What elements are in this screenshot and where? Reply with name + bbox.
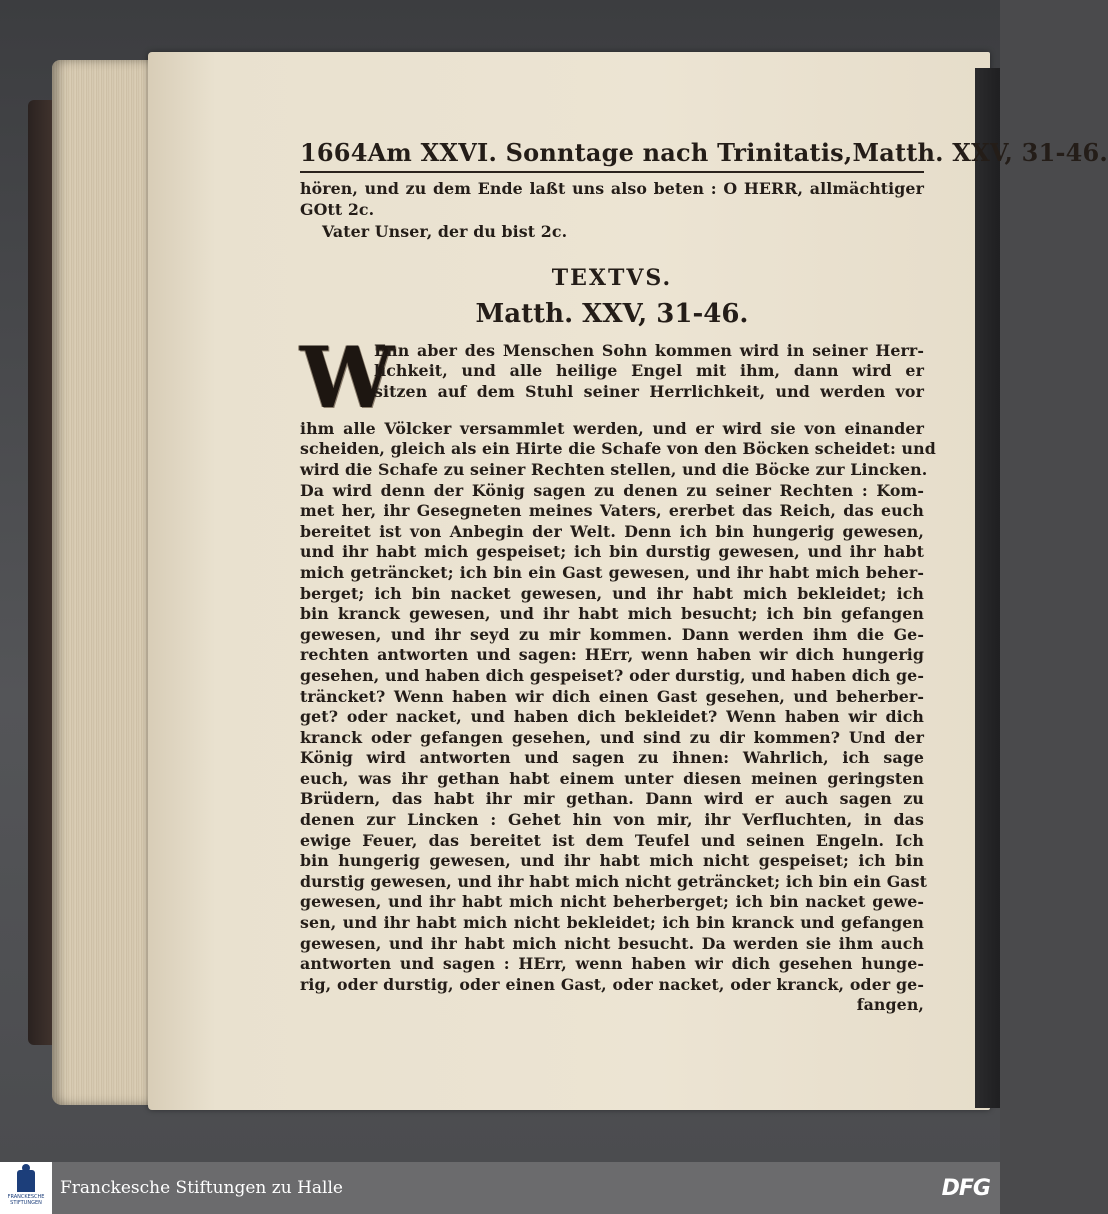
emblem-icon <box>17 1170 35 1192</box>
text-line: sen, und ihr habt mich nicht bekleidet; ich bin kranck und gefangen <box>300 913 924 933</box>
text-line: und ihr habt mich gespeiset; ich bin durstig gewesen, und ihr habt <box>300 542 924 562</box>
catchword: fangen, <box>856 995 924 1015</box>
page-content <box>300 138 1108 1016</box>
prelude-line: hören, und zu dem Ende laßt uns also beten : O HERR, allmächtiger <box>300 179 924 198</box>
body-lines <box>300 418 936 996</box>
page-number: 1664 <box>300 138 368 167</box>
prelude <box>300 179 924 220</box>
textus-reference: Matth. XXV, 31-46. <box>475 298 749 329</box>
text-line: bin hungerig gewesen, und ihr habt mich nicht gespeiset; ich bin <box>300 851 924 871</box>
prelude-line: GOtt 2c. <box>300 199 375 219</box>
dfg-logo[interactable]: DFG <box>941 1175 990 1201</box>
text-line: ewige Feuer, das bereitet ist dem Teufel und seinen Engeln. Ich <box>300 830 924 850</box>
text-line: get? oder nacket, und haben dich bekleidet? Wenn haben wir dich <box>300 707 924 727</box>
running-title: Am XXVI. Sonntage nach Trinitatis, <box>367 138 853 167</box>
text-line: kranck oder gefangen gesehen, und sind zu dir kommen? Und der <box>300 727 924 747</box>
text-line: bereitet ist von Anbegin der Welt. Denn ich bin hungerig gewesen, <box>300 521 924 541</box>
textus-title: TEXTVS. <box>551 264 673 291</box>
text-line: Enn aber des Menschen Sohn kommen wird in seiner Herr- <box>374 340 924 360</box>
text-line: gewesen, und ihr seyd zu mir kommen. Dann werden ihm die Ge- <box>300 624 924 644</box>
text-line: gesehen, und haben dich gespeiset? oder durstig, und haben dich ge- <box>300 665 924 685</box>
franckesche-logo[interactable] <box>0 1162 52 1214</box>
institution-name: Franckesche Stiftungen zu Halle <box>60 1178 343 1198</box>
running-reference: Matth. XXV, 31-46. <box>852 138 1108 167</box>
text-line: denen zur Lincken : Gehet hin von mir, ihr Verfluchten, in das <box>300 810 924 830</box>
text-line: scheiden, gleich als ein Hirte die Schafe von den Böcken scheidet: und <box>300 439 936 459</box>
text-line: durstig gewesen, und ihr habt mich nicht geträncket; ich bin ein Gast <box>300 871 928 891</box>
text-line: Da wird denn der König sagen zu denen zu seiner Rechten : Kom- <box>300 480 924 500</box>
scripture-text <box>300 327 936 1016</box>
text-line: gewesen, und ihr habt mich nicht besucht. Da werden sie ihm auch <box>300 933 924 953</box>
text-line: sitzen auf dem Stuhl seiner Herrlichkeit, und werden vor <box>374 381 924 401</box>
text-line: euch, was ihr gethan habt einem unter diesen meinen geringsten <box>300 768 924 788</box>
viewer-footer <box>0 1162 1000 1214</box>
logo-text: FRANCKESCHE STIFTUNGEN <box>7 1194 45 1206</box>
text-line: wird die Schafe zu seiner Rechten stellen, und die Böcke zur Lincken. <box>300 459 928 479</box>
text-line: berget; ich bin nacket gewesen, und ihr habt mich bekleidet; ich <box>300 583 924 603</box>
text-line: rig, oder durstig, oder einen Gast, oder nacket, oder kranck, oder ge- <box>300 974 924 994</box>
running-head <box>300 138 1108 173</box>
text-line: König wird antworten und sagen zu ihnen: Wahrlich, ich sage <box>300 748 924 768</box>
text-line: rechten antworten und sagen: HErr, wenn haben wir dich hungerig <box>300 645 924 665</box>
drop-cap-lines <box>300 341 924 403</box>
text-line: mich geträncket; ich bin ein Gast gewesen, und ihr habt mich beher- <box>300 562 924 582</box>
text-line: lichkeit, und alle heilige Engel mit ihm, dann wird er <box>374 361 924 381</box>
text-line: Brüdern, das habt ihr mir gethan. Dann wird er auch sagen zu <box>300 789 924 809</box>
text-line: träncket? Wenn haben wir dich einen Gast gesehen, und beherber- <box>300 686 924 706</box>
text-line: ihm alle Völcker versammlet werden, und er wird sie von einander <box>300 418 924 438</box>
drop-cap: W <box>300 327 395 427</box>
text-line: gewesen, und ihr habt mich nicht beherberget; ich bin nacket gewe- <box>300 892 924 912</box>
gutter-shadow <box>975 68 1000 1108</box>
text-line: bin kranck gewesen, und ihr habt mich besucht; ich bin gefangen <box>300 604 924 624</box>
text-line: antworten und sagen : HErr, wenn haben wir dich gesehen hunge- <box>300 954 924 974</box>
text-line: met her, ihr Gesegneten meines Vaters, ererbet das Reich, das euch <box>300 501 924 521</box>
prayer-line: Vater Unser, der du bist 2c. <box>322 222 568 242</box>
